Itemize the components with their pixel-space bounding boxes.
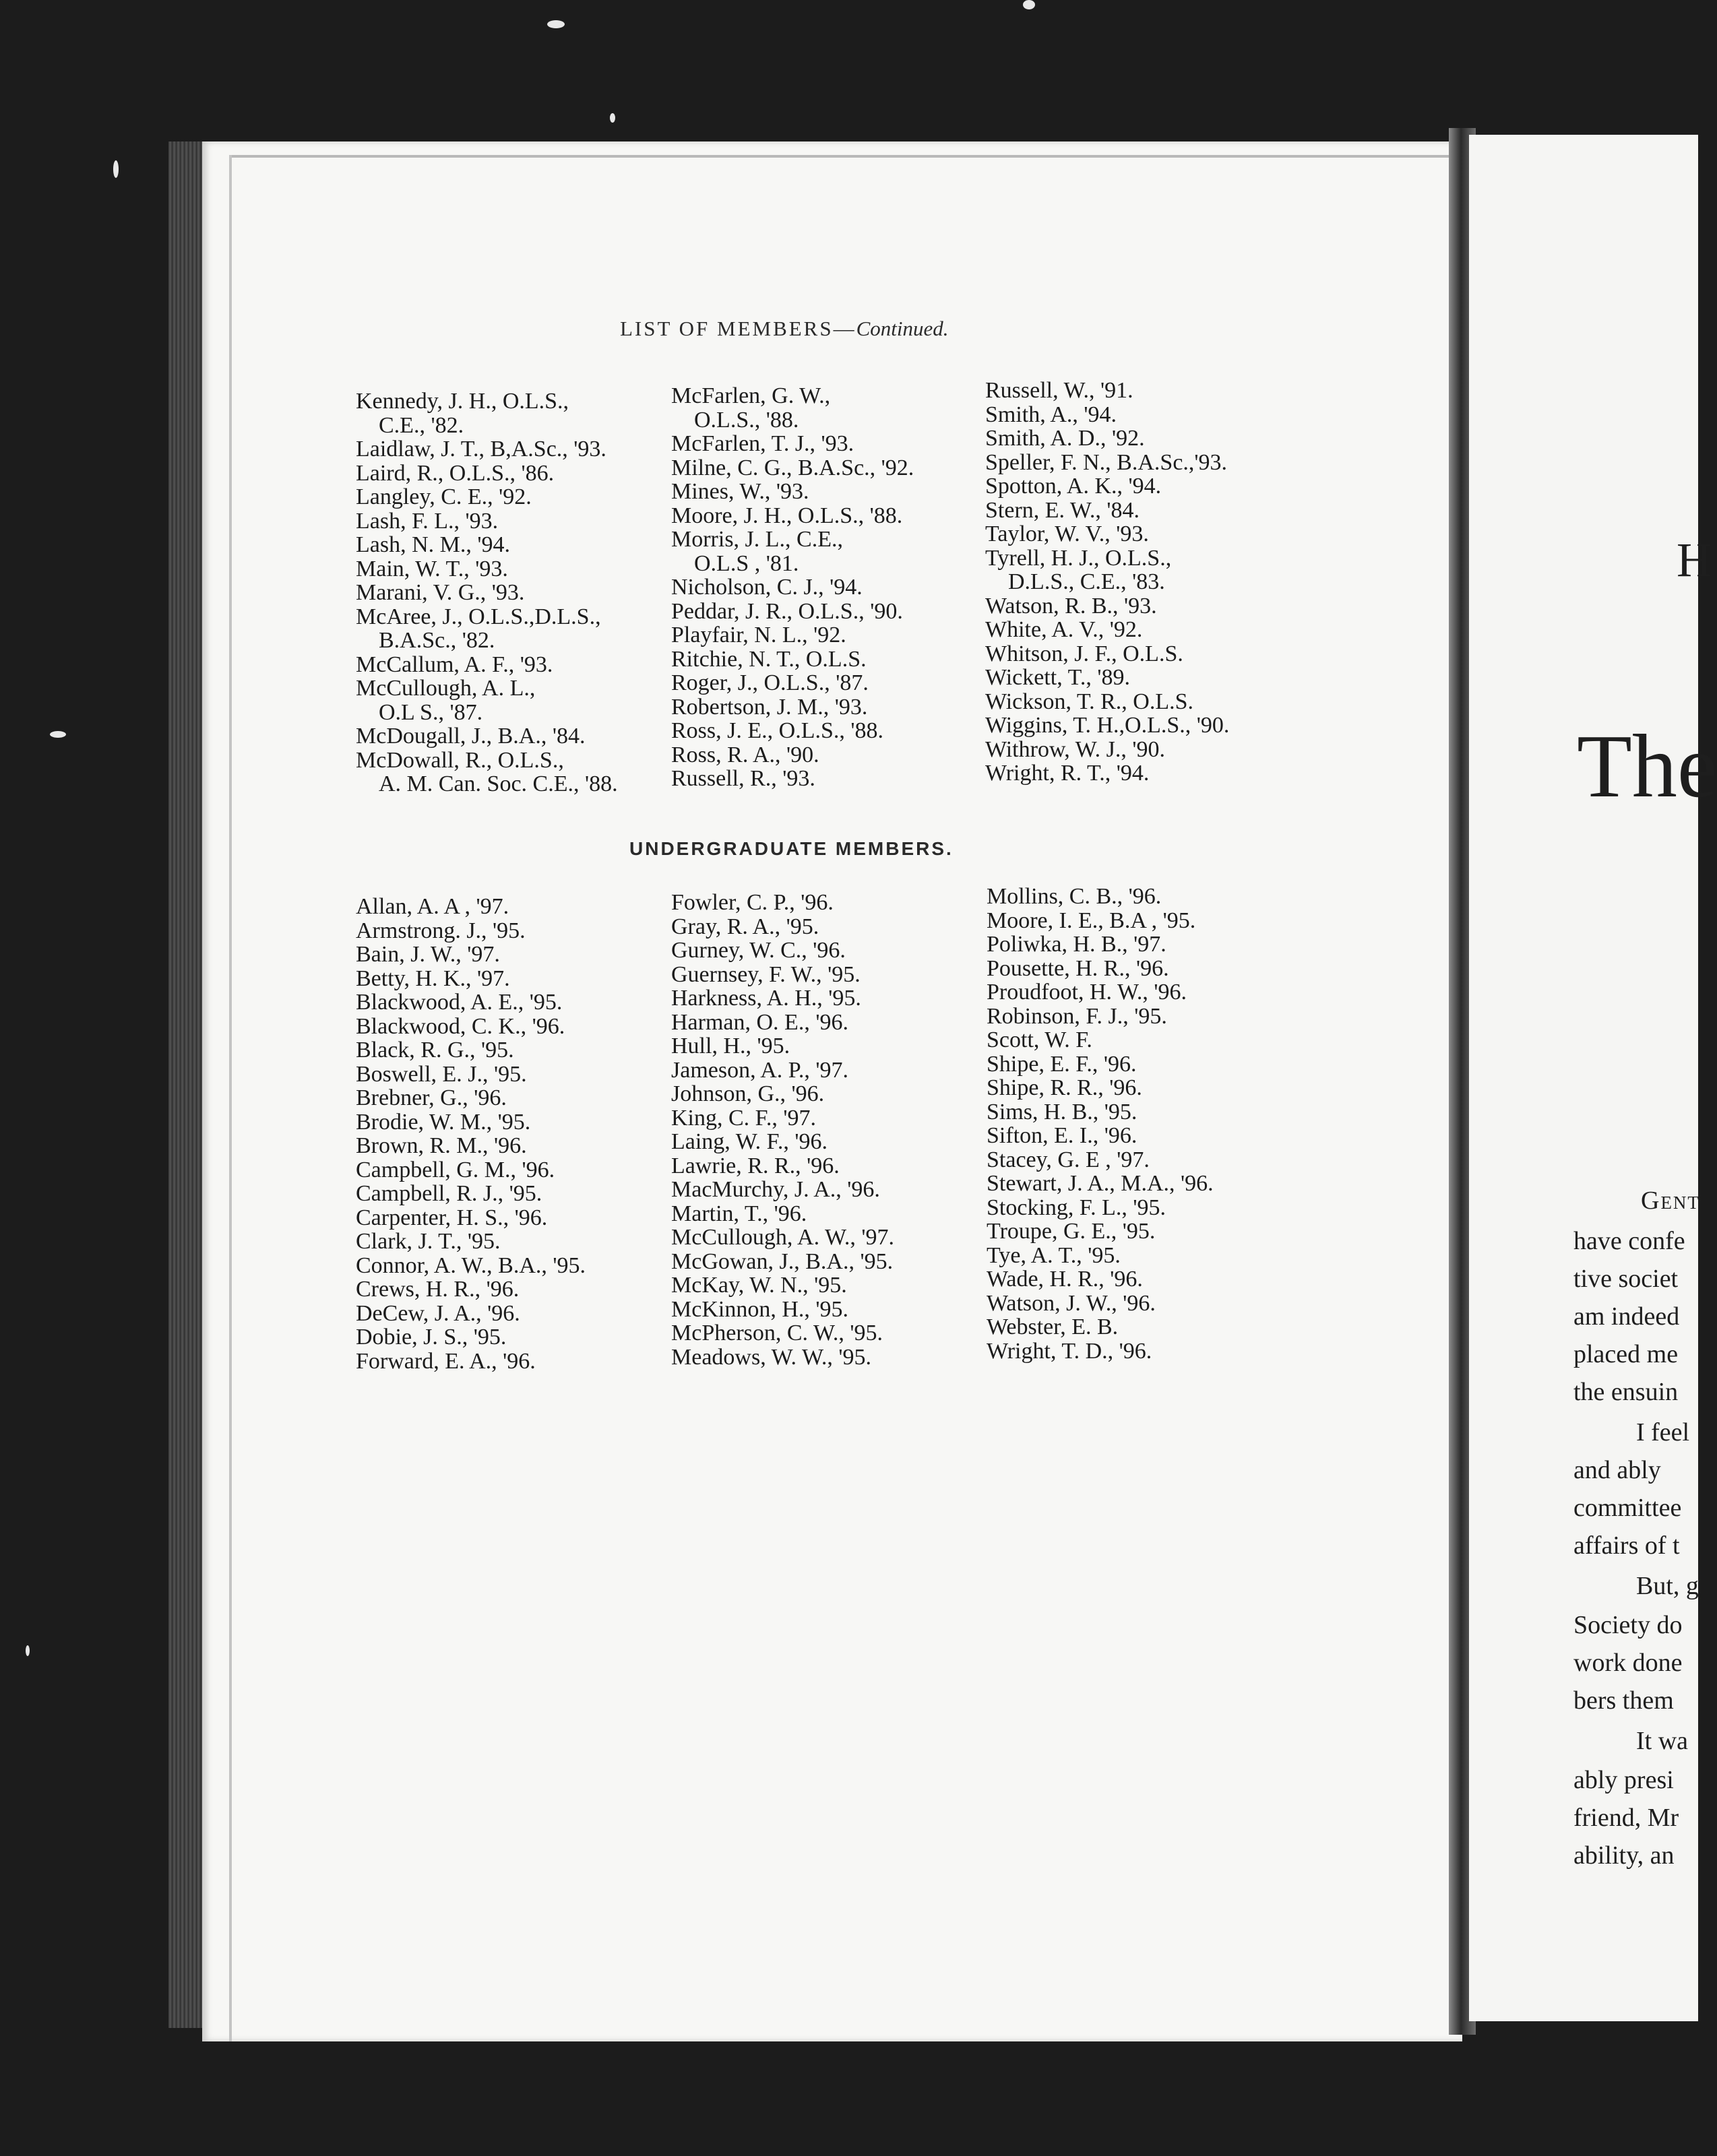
member-entry: Robinson, F. J., '95. (987, 1003, 1167, 1029)
member-entry: Campbell, G. M., '96. (356, 1157, 555, 1182)
member-entry: Shipe, E. F., '96. (987, 1051, 1137, 1077)
member-entry: McGowan, J., B.A., '95. (671, 1248, 894, 1274)
member-entry: Roger, J., O.L.S., '87. (671, 670, 869, 695)
member-entry: DeCew, J. A., '96. (356, 1300, 520, 1326)
member-entry: Lash, F. L., '93. (356, 508, 499, 534)
member-entry: Wickson, T. R., O.L.S. (985, 689, 1194, 714)
member-entry: Harman, O. E., '96. (671, 1009, 848, 1035)
member-entry: Gray, R. A., '95. (671, 914, 819, 939)
member-entry: MacMurchy, J. A., '96. (671, 1177, 880, 1202)
member-entry: Dobie, J. S., '95. (356, 1325, 507, 1350)
member-entry: Mollins, C. B., '96. (987, 884, 1162, 909)
member-entry: Stacey, G. E , '97. (987, 1147, 1150, 1172)
member-entry: Taylor, W. V., '93. (985, 521, 1149, 546)
member-entry: McAree, J., O.L.S.,D.L.S., (356, 604, 601, 629)
right-page-line: It wa (1636, 1727, 1689, 1755)
member-entry-continuation: C.E., '82. (379, 412, 464, 438)
member-entry: Watson, J. W., '96. (987, 1290, 1156, 1316)
member-entry: Lawrie, R. R., '96. (671, 1153, 840, 1178)
heading-main-text: LIST OF MEMBERS— (620, 317, 856, 340)
member-entry: Nicholson, C. J., '94. (671, 575, 863, 600)
member-entry: Pousette, H. R., '96. (987, 955, 1169, 981)
member-entry-continuation: O.L S., '87. (379, 699, 483, 725)
member-entry-continuation: D.L.S., C.E., '83. (1008, 569, 1165, 594)
member-entry: Peddar, J. R., O.L.S., '90. (671, 598, 903, 624)
member-entry: McFarlen, G. W., (671, 383, 831, 408)
right-page-line: committee (1573, 1494, 1682, 1522)
right-page-title-fragment: The (1577, 716, 1717, 816)
right-page-line: and ably (1573, 1456, 1661, 1484)
member-entry: Wiggins, T. H.,O.L.S., '90. (985, 713, 1230, 738)
member-entry: Gurney, W. C., '96. (671, 938, 846, 963)
member-entry: Blackwood, C. K., '96. (356, 1013, 565, 1039)
right-page-line: ably presi (1573, 1766, 1674, 1794)
member-entry: Shipe, R. R., '96. (987, 1075, 1142, 1100)
member-entry: Carpenter, H. S., '96. (356, 1205, 548, 1230)
right-page-line: affairs of t (1573, 1531, 1680, 1560)
member-entry-continuation: A. M. Can. Soc. C.E., '88. (379, 771, 618, 796)
member-entry: McKinnon, H., '95. (671, 1296, 849, 1322)
member-entry: Mines, W., '93. (671, 479, 809, 504)
right-page-line: Gent (1641, 1186, 1700, 1215)
member-entry: Brebner, G., '96. (356, 1085, 507, 1110)
member-entry: Black, R. G., '95. (356, 1038, 514, 1063)
undergraduate-members-heading: UNDERGRADUATE MEMBERS. (629, 838, 954, 859)
member-entry-continuation: O.L.S., '88. (694, 407, 799, 433)
member-entry: Morris, J. L., C.E., (671, 527, 843, 552)
member-entry: Fowler, C. P., '96. (671, 890, 834, 915)
right-page-heading-fragment: H (1677, 533, 1712, 587)
member-entry: Scott, W. F. (987, 1027, 1092, 1052)
member-entry: Ross, R. A., '90. (671, 742, 819, 767)
member-entry: Betty, H. K., '97. (356, 965, 510, 991)
member-entry: Milne, C. G., B.A.Sc., '92. (671, 455, 914, 480)
member-entry: Armstrong. J., '95. (356, 918, 526, 943)
member-entry: Wright, T. D., '96. (987, 1338, 1152, 1364)
member-entry: Kennedy, J. H., O.L.S., (356, 389, 569, 414)
right-page-line: Society do (1573, 1611, 1683, 1639)
right-page-line: I feel (1636, 1418, 1690, 1447)
member-entry: Russell, W., '91. (985, 378, 1133, 403)
member-entry: Hull, H., '95. (671, 1034, 790, 1058)
member-entry: Main, W. T., '93. (356, 556, 508, 581)
member-entry: Johnson, G., '96. (671, 1081, 825, 1106)
member-entry: Smith, A., '94. (985, 402, 1117, 427)
member-entry: Boswell, E. J., '95. (356, 1061, 527, 1087)
member-entry: Laird, R., O.L.S., '86. (356, 460, 555, 486)
member-entry: Crews, H. R., '96. (356, 1277, 520, 1302)
member-entry: Meadows, W. W., '95. (671, 1344, 872, 1370)
member-entry: McCallum, A. F., '93. (356, 652, 553, 677)
member-entry: Ritchie, N. T., O.L.S. (671, 646, 867, 672)
right-page-line: the ensuin (1573, 1378, 1679, 1406)
member-entry: McPherson, C. W., '95. (671, 1321, 883, 1345)
member-entry: Sifton, E. I., '96. (987, 1123, 1137, 1148)
member-entry: Laing, W. F., '96. (671, 1129, 828, 1154)
right-page-line: But, g (1636, 1572, 1699, 1600)
member-entry: Clark, J. T., '95. (356, 1229, 501, 1254)
member-entry: Brown, R. M., '96. (356, 1133, 527, 1158)
member-entry: Harkness, A. H., '95. (671, 986, 861, 1011)
member-entry: Whitson, J. F., O.L.S. (985, 641, 1183, 666)
right-page-line: tive societ (1573, 1265, 1679, 1293)
member-entry: Tyrell, H. J., O.L.S., (985, 545, 1172, 571)
member-entry: Tye, A. T., '95. (987, 1242, 1121, 1268)
member-entry: Langley, C. E., '92. (356, 484, 532, 509)
member-entry: McCullough, A. W., '97. (671, 1225, 895, 1250)
member-entry: Brodie, W. M., '95. (356, 1109, 531, 1135)
right-page-line: placed me (1573, 1340, 1679, 1368)
member-entry: Lash, N. M., '94. (356, 532, 511, 557)
heading-continued-text: Continued. (856, 317, 949, 340)
right-page-line: have confe (1573, 1227, 1685, 1255)
member-entry: Watson, R. B., '93. (985, 593, 1157, 619)
member-entry: Troupe, G. E., '95. (987, 1219, 1156, 1244)
right-page-line: ability, an (1573, 1841, 1675, 1870)
member-entry: Moore, I. E., B.A , '95. (987, 908, 1196, 933)
right-page-line: am indeed (1573, 1302, 1680, 1331)
member-entry: Withrow, W. J., '90. (985, 736, 1166, 762)
member-entry: Webster, E. B. (987, 1314, 1119, 1339)
member-entry: Bain, J. W., '97. (356, 942, 500, 967)
member-entry: Playfair, N. L., '92. (671, 623, 846, 647)
member-entry: Stern, E. W., '84. (985, 497, 1140, 523)
member-entry: Wright, R. T., '94. (985, 761, 1150, 786)
right-page-line: bers them (1573, 1686, 1674, 1715)
member-entry: White, A. V., '92. (985, 617, 1143, 642)
member-entry: Guernsey, F. W., '95. (671, 961, 861, 987)
member-entry: Russell, R., '93. (671, 766, 815, 791)
member-entry: Marani, V. G., '93. (356, 580, 525, 605)
member-entry: Stewart, J. A., M.A., '96. (987, 1171, 1214, 1196)
member-entry-continuation: B.A.Sc., '82. (379, 628, 495, 653)
member-entry: Connor, A. W., B.A., '95. (356, 1253, 586, 1278)
member-entry: Wade, H. R., '96. (987, 1267, 1143, 1292)
member-entry: McDowall, R., O.L.S., (356, 747, 564, 773)
member-entry: Blackwood, A. E., '95. (356, 990, 563, 1015)
member-entry: Spotton, A. K., '94. (985, 474, 1162, 499)
member-entry: Poliwka, H. B., '97. (987, 932, 1166, 957)
member-entry: Martin, T., '96. (671, 1201, 807, 1226)
member-entry: Jameson, A. P., '97. (671, 1057, 849, 1083)
member-entry: McFarlen, T. J., '93. (671, 431, 854, 456)
member-entry: McCullough, A. L., (356, 676, 536, 701)
member-entry: Allan, A. A , '97. (356, 894, 509, 919)
member-entry: McKay, W. N., '95. (671, 1273, 847, 1298)
member-entry: Campbell, R. J., '95. (356, 1181, 542, 1206)
member-entry: McDougall, J., B.A., '84. (356, 724, 586, 749)
member-entry-continuation: O.L.S , '81. (694, 550, 799, 576)
member-entry: Speller, F. N., B.A.Sc.,'93. (985, 449, 1228, 475)
right-page-line: friend, Mr (1573, 1804, 1679, 1832)
member-entry: King, C. F., '97. (671, 1105, 816, 1131)
member-entry: Sims, H. B., '95. (987, 1099, 1137, 1124)
member-entry: Ross, J. E., O.L.S., '88. (671, 718, 883, 743)
member-entry: Proudfoot, H. W., '96. (987, 980, 1187, 1005)
member-entry: Wickett, T., '89. (985, 665, 1131, 690)
member-entry: Moore, J. H., O.L.S., '88. (671, 503, 903, 528)
right-page-line: work done (1573, 1649, 1683, 1677)
member-entry: Smith, A. D., '92. (985, 426, 1145, 451)
member-entry: Forward, E. A., '96. (356, 1348, 536, 1374)
member-entry: Robertson, J. M., '93. (671, 694, 868, 720)
member-entry: Laidlaw, J. T., B,A.Sc., '93. (356, 437, 606, 462)
member-entry: Stocking, F. L., '95. (987, 1195, 1166, 1220)
